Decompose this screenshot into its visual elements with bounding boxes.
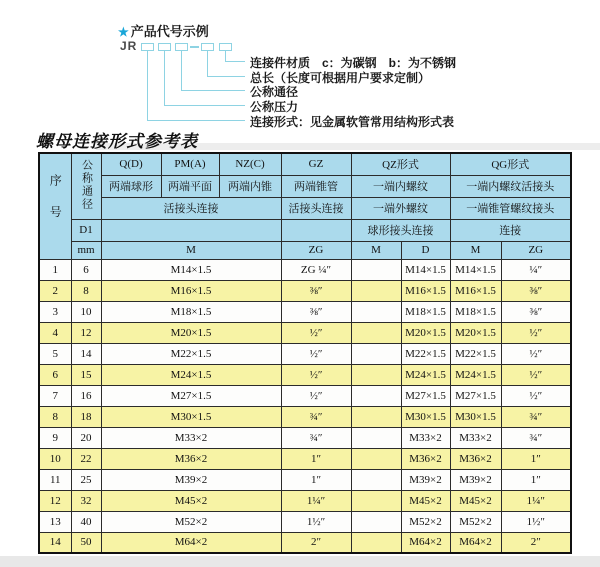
cell-seq: 6 [39, 364, 71, 385]
cell-zg: 1¼″ [281, 490, 351, 511]
cell-qz-m [351, 259, 401, 280]
cell-qg-zg: ¾″ [501, 427, 571, 448]
header-mm: mm [71, 241, 101, 259]
cell-qz-d: M14×1.5 [401, 259, 450, 280]
header-qg-sub1: 一端内螺纹活接头 [450, 175, 571, 197]
cell-qz-m [351, 532, 401, 553]
table-row [39, 322, 571, 343]
cell-qz-m [351, 511, 401, 532]
cell-qg-zg: ½″ [501, 385, 571, 406]
header-qg-m: M [450, 241, 501, 259]
cell-qg-m: M24×1.5 [450, 364, 501, 385]
cell-qz-d: M20×1.5 [401, 322, 450, 343]
table-row [39, 406, 571, 427]
cell-zg: 2″ [281, 532, 351, 553]
label-total-length: 总长（长度可根据用户要求定制） [250, 71, 431, 85]
table-row [39, 259, 571, 280]
table-row [39, 385, 571, 406]
cell-qz-d: M27×1.5 [401, 385, 450, 406]
cell-qg-zg: 1″ [501, 448, 571, 469]
cell-qg-m: M14×1.5 [450, 259, 501, 280]
cell-m: M14×1.5 [101, 259, 281, 280]
cell-qg-m: M36×2 [450, 448, 501, 469]
header-qz-d: D [401, 241, 450, 259]
cell-zg: ½″ [281, 364, 351, 385]
table-row [39, 532, 571, 553]
cell-seq: 8 [39, 406, 71, 427]
cell-qg-m: M18×1.5 [450, 301, 501, 322]
code-box-material [219, 43, 232, 51]
cell-qg-zg: ½″ [501, 364, 571, 385]
table-row [39, 448, 571, 469]
diagram-heading-text: 产品代号示例 [130, 24, 209, 39]
cell-m: M16×1.5 [101, 280, 281, 301]
connector-line [207, 76, 245, 77]
connector-line [181, 90, 245, 91]
connector-line [225, 61, 245, 62]
cell-dn: 40 [71, 511, 101, 532]
cell-m: M45×2 [101, 490, 281, 511]
cell-dn: 6 [71, 259, 101, 280]
cell-dn: 50 [71, 532, 101, 553]
cell-dn: 25 [71, 469, 101, 490]
cell-m: M39×2 [101, 469, 281, 490]
cell-qg-m: M27×1.5 [450, 385, 501, 406]
header-zg: ZG [281, 241, 351, 259]
cell-dn: 22 [71, 448, 101, 469]
cell-qz-d: M45×2 [401, 490, 450, 511]
cell-dn: 12 [71, 322, 101, 343]
cell-seq: 11 [39, 469, 71, 490]
label-material: 连接件材质 c：为碳钢 b：为不锈钢 [250, 56, 457, 70]
cell-qz-d: M24×1.5 [401, 364, 450, 385]
cell-qz-d: M30×1.5 [401, 406, 450, 427]
cell-qg-zg: 1¼″ [501, 490, 571, 511]
cell-zg: 1½″ [281, 511, 351, 532]
cell-qz-m [351, 469, 401, 490]
cell-dn: 10 [71, 301, 101, 322]
cell-seq: 3 [39, 301, 71, 322]
cell-m: M30×1.5 [101, 406, 281, 427]
header-nz-sub: 两端内锥 [219, 175, 281, 197]
cell-zg: ⅜″ [281, 280, 351, 301]
cell-qg-zg: 1″ [501, 469, 571, 490]
cell-m: M18×1.5 [101, 301, 281, 322]
header-nz: NZ(C) [219, 153, 281, 175]
connector-line [147, 120, 245, 121]
cell-qz-m [351, 490, 401, 511]
cell-dn: 14 [71, 343, 101, 364]
cell-dn: 18 [71, 406, 101, 427]
code-box-connection-type [141, 43, 154, 51]
table-row [39, 343, 571, 364]
cell-zg: ½″ [281, 385, 351, 406]
cell-qg-zg: ¼″ [501, 259, 571, 280]
code-dash [190, 46, 199, 48]
header-qz-sub3: 球形接头连接 [351, 219, 450, 241]
header-empty-gz [281, 219, 351, 241]
cell-m: M64×2 [101, 532, 281, 553]
cell-dn: 15 [71, 364, 101, 385]
cell-qz-m [351, 280, 401, 301]
cell-qg-zg: ⅜″ [501, 301, 571, 322]
cell-m: M36×2 [101, 448, 281, 469]
header-d1: D1 [71, 219, 101, 241]
header-qg-type: QG形式 [450, 153, 571, 175]
header-gz-sub: 两端锥管 [281, 175, 351, 197]
cell-zg: ½″ [281, 343, 351, 364]
cell-qz-d: M52×2 [401, 511, 450, 532]
cell-zg: ½″ [281, 322, 351, 343]
cell-seq: 14 [39, 532, 71, 553]
cell-qg-zg: ¾″ [501, 406, 571, 427]
connector-line [225, 51, 226, 61]
cell-qz-m [351, 364, 401, 385]
cell-qg-m: M52×2 [450, 511, 501, 532]
bottom-margin [0, 556, 600, 567]
table-row [39, 427, 571, 448]
connector-line [164, 51, 165, 105]
section-title: 螺母连接形式参考表 [36, 132, 198, 152]
table-row [39, 301, 571, 322]
cell-qz-d: M39×2 [401, 469, 450, 490]
cell-seq: 4 [39, 322, 71, 343]
cell-m: M20×1.5 [101, 322, 281, 343]
cell-zg: ⅜″ [281, 301, 351, 322]
cell-qg-m: M20×1.5 [450, 322, 501, 343]
header-dn: 公称通径 [71, 153, 101, 219]
label-nominal-pressure: 公称压力 [250, 100, 299, 114]
cell-m: M22×1.5 [101, 343, 281, 364]
label-connection-type: 连接形式：见金属软管常用结构形式表 [250, 115, 455, 129]
cell-seq: 1 [39, 259, 71, 280]
cell-seq: 9 [39, 427, 71, 448]
cell-qz-m [351, 343, 401, 364]
header-q-sub: 两端球形 [101, 175, 161, 197]
header-qz-type: QZ形式 [351, 153, 450, 175]
cell-seq: 12 [39, 490, 71, 511]
code-box-diameter [175, 43, 188, 51]
cell-qz-d: M36×2 [401, 448, 450, 469]
cell-qz-d: M22×1.5 [401, 343, 450, 364]
cell-seq: 2 [39, 280, 71, 301]
cell-dn: 8 [71, 280, 101, 301]
header-q: Q(D) [101, 153, 161, 175]
product-code-diagram [0, 0, 600, 130]
header-qg-sub3: 连接 [450, 219, 571, 241]
cell-qg-m: M22×1.5 [450, 343, 501, 364]
cell-qg-zg: ½″ [501, 343, 571, 364]
cell-m: M24×1.5 [101, 364, 281, 385]
table-row [39, 364, 571, 385]
nut-connection-reference-table [38, 152, 572, 554]
connector-line [164, 105, 245, 106]
code-box-pressure [158, 43, 171, 51]
header-qz-sub1: 一端内螺纹 [351, 175, 450, 197]
cell-qg-m: M45×2 [450, 490, 501, 511]
cell-zg: 1″ [281, 469, 351, 490]
header-qg-sub2: 一端锥管螺纹接头 [450, 197, 571, 219]
table-row [39, 469, 571, 490]
star-icon: ★ [118, 25, 129, 39]
header-m: M [101, 241, 281, 259]
cell-qg-zg: ⅜″ [501, 280, 571, 301]
label-nominal-diameter: 公称通径 [250, 85, 299, 99]
cell-qg-zg: 2″ [501, 532, 571, 553]
cell-qz-m [351, 322, 401, 343]
table-row [39, 511, 571, 532]
cell-qg-zg: ½″ [501, 322, 571, 343]
cell-m: M27×1.5 [101, 385, 281, 406]
table-row [39, 490, 571, 511]
cell-dn: 32 [71, 490, 101, 511]
header-gz: GZ [281, 153, 351, 175]
header-live-joint-gz: 活接头连接 [281, 197, 351, 219]
cell-qz-d: M64×2 [401, 532, 450, 553]
cell-seq: 13 [39, 511, 71, 532]
cell-zg: ¾″ [281, 427, 351, 448]
header-qz-m: M [351, 241, 401, 259]
cell-dn: 16 [71, 385, 101, 406]
cell-qz-m [351, 385, 401, 406]
cell-seq: 10 [39, 448, 71, 469]
cell-qz-m [351, 448, 401, 469]
cell-qg-m: M39×2 [450, 469, 501, 490]
cell-zg: ZG ¼″ [281, 259, 351, 280]
cell-qz-d: M33×2 [401, 427, 450, 448]
cell-qg-m: M30×1.5 [450, 406, 501, 427]
header-live-joint: 活接头连接 [101, 197, 281, 219]
cell-seq: 5 [39, 343, 71, 364]
cell-m: M52×2 [101, 511, 281, 532]
header-empty-m [101, 219, 281, 241]
cell-qz-d: M16×1.5 [401, 280, 450, 301]
connector-line [181, 51, 182, 90]
diagram-heading [118, 21, 209, 40]
cell-qg-m: M64×2 [450, 532, 501, 553]
code-prefix: JR [120, 39, 138, 53]
header-pm: PM(A) [161, 153, 219, 175]
connector-line [207, 51, 208, 76]
cell-qz-m [351, 301, 401, 322]
cell-qg-zg: 1½″ [501, 511, 571, 532]
cell-qg-m: M33×2 [450, 427, 501, 448]
header-qg-zg: ZG [501, 241, 571, 259]
cell-zg: 1″ [281, 448, 351, 469]
table-body [39, 259, 571, 553]
cell-qz-m [351, 406, 401, 427]
connector-line [147, 51, 148, 120]
header-pm-sub: 两端平面 [161, 175, 219, 197]
header-qz-sub2: 一端外螺纹 [351, 197, 450, 219]
header-seq: 序号 [39, 153, 71, 259]
cell-seq: 7 [39, 385, 71, 406]
table-row [39, 280, 571, 301]
cell-qz-m [351, 427, 401, 448]
cell-zg: ¾″ [281, 406, 351, 427]
code-box-length [201, 43, 214, 51]
cell-qg-m: M16×1.5 [450, 280, 501, 301]
cell-qz-d: M18×1.5 [401, 301, 450, 322]
cell-dn: 20 [71, 427, 101, 448]
cell-m: M33×2 [101, 427, 281, 448]
